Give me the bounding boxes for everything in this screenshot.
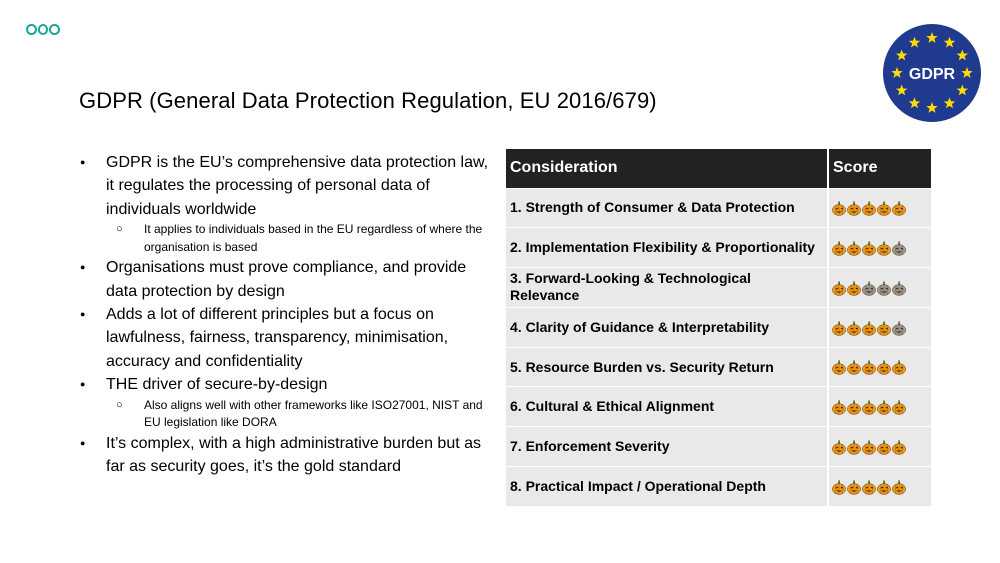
pumpkin-icon [877,360,891,375]
ring-icon [38,24,49,35]
pumpkin-icon [862,360,876,375]
header-consideration: Consideration [506,149,828,188]
table-row [506,427,931,467]
pumpkin-icon [832,440,846,455]
pumpkin-icon [862,201,876,216]
pumpkin-icon [892,480,906,495]
bullet-item: ● It’s complex, with a high administrative burden but as far as security goes, it’s the gold standard [80,432,500,479]
table-row [506,387,931,427]
table-row [506,188,931,228]
table-row [506,307,931,347]
ring-icon [49,24,60,35]
pumpkin-icon [832,321,846,336]
pumpkin-icon [847,241,861,256]
grey-pumpkin-icon [892,241,906,256]
pumpkin-icon [892,440,906,455]
ring-icon [26,24,37,35]
score-cell [828,347,931,387]
pumpkin-icon [862,400,876,415]
score-cell [828,188,931,228]
consideration-cell: 1. Strength of Consumer & Data Protection [506,188,828,228]
table-row [506,228,931,268]
pumpkin-icon [862,241,876,256]
three-rings-logo [26,24,60,38]
pumpkin-icon [862,321,876,336]
pumpkin-icon [847,440,861,455]
sub-bullet-item: ○ It applies to individuals based in the EU regardless of where the organisation is based [80,221,500,256]
pumpkin-icon [847,480,861,495]
pumpkin-icon [832,241,846,256]
table-row [506,467,931,507]
header-score: Score [828,149,931,188]
pumpkin-icon [847,400,861,415]
pumpkin-icon [877,241,891,256]
pumpkin-icon [832,281,846,296]
pumpkin-icon [877,321,891,336]
bullet-item: ● THE driver of secure-by-design [80,373,500,396]
score-cell [828,268,931,308]
pumpkin-icon [847,281,861,296]
pumpkin-icon [862,480,876,495]
bullet-list [80,151,500,478]
consideration-cell: 7. Enforcement Severity [506,427,828,467]
score-cell [828,427,931,467]
score-cell [828,387,931,427]
pumpkin-icon [847,360,861,375]
pumpkin-icon [847,321,861,336]
sub-bullet-item: ○ Also aligns well with other frameworks like ISO27001, NIST and EU legislation like DORA [80,397,500,432]
bullet-item: ● Adds a lot of different principles but a focus on lawfulness, fairness, transparency, minimisation, accuracy and confidentiality [80,303,500,373]
pumpkin-icon [832,480,846,495]
consideration-cell: 4. Clarity of Guidance & Interpretability [506,307,828,347]
table-row [506,268,931,308]
pumpkin-icon [877,201,891,216]
bullet-item: ● Organisations must prove compliance, and provide data protection by design [80,256,500,303]
gdpr-badge [880,21,984,125]
pumpkin-icon [832,400,846,415]
pumpkin-icon [877,400,891,415]
pumpkin-icon [877,480,891,495]
score-cell [828,307,931,347]
consideration-cell: 3. Forward-Looking & Technological Relevance [506,268,828,308]
pumpkin-icon [877,440,891,455]
consideration-score-table [506,149,931,506]
consideration-cell: 6. Cultural & Ethical Alignment [506,387,828,427]
table-header-row [506,149,931,188]
gdpr-badge-label: GDPR [908,66,956,83]
score-cell [828,467,931,507]
consideration-cell: 2. Implementation Flexibility & Proportionality [506,228,828,268]
consideration-cell: 5. Resource Burden vs. Security Return [506,347,828,387]
consideration-cell: 8. Practical Impact / Operational Depth [506,467,828,507]
pumpkin-icon [892,201,906,216]
pumpkin-icon [862,440,876,455]
pumpkin-icon [832,360,846,375]
pumpkin-icon [892,400,906,415]
pumpkin-icon [832,201,846,216]
pumpkin-icon [847,201,861,216]
grey-pumpkin-icon [892,281,906,296]
pumpkin-icon [892,360,906,375]
grey-pumpkin-icon [892,321,906,336]
grey-pumpkin-icon [877,281,891,296]
page-title: GDPR (General Data Protection Regulation, EU 2016/679) [79,88,657,113]
score-cell [828,228,931,268]
table-row [506,347,931,387]
bullet-item: ● GDPR is the EU’s comprehensive data protection law, it regulates the processing of personal data of individuals worldwide [80,151,500,221]
grey-pumpkin-icon [862,281,876,296]
